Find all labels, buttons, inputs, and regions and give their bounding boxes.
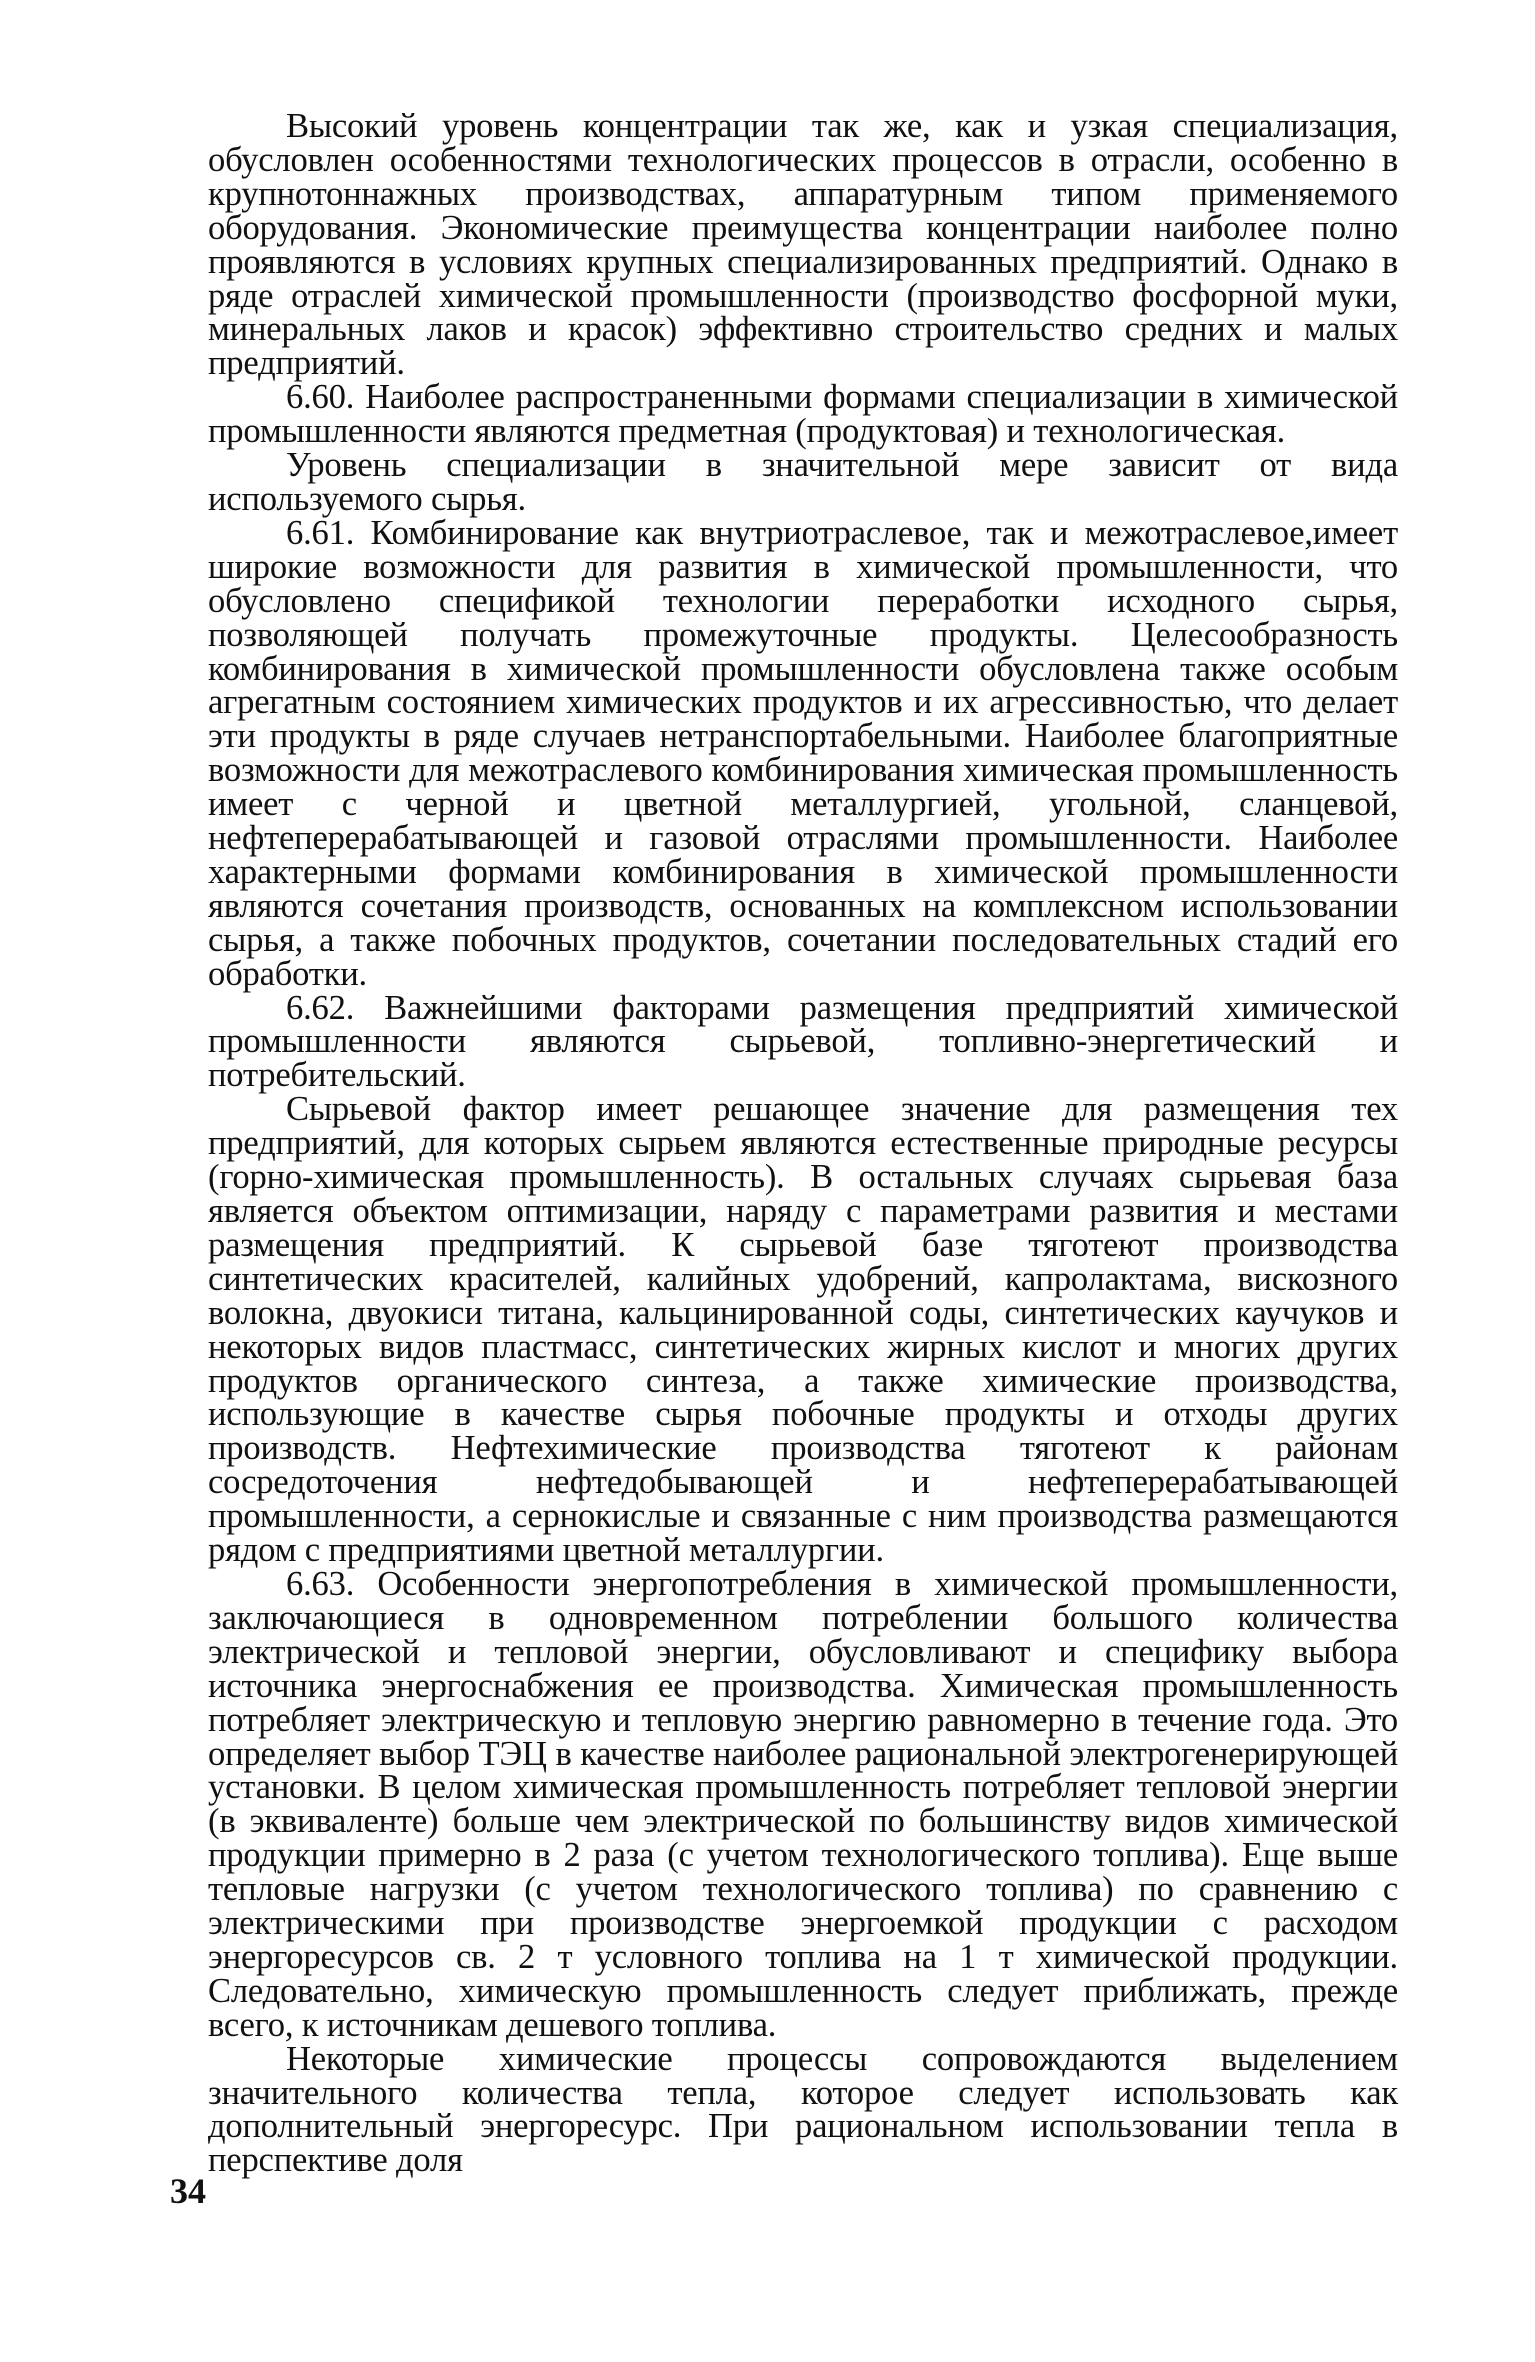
paragraph-6-61: 6.61. Комбинирование как внутриотраслевое, так и межотраслевое,имеет широкие возможности для развития в химической промышленности, что обусловлено спецификой технологии переработки исходного сырья, позволяющей получать промежуточные продукты. Целесообразность комбинирования в химической промышленности обусловлена также особым агрегатным состоянием химических продуктов и их агрессивностью, что делает эти продукты в ряде случаев нетранспортабельными. Наиболее благоприятные возможности для межотраслевого комбинирования химическая промышленность имеет с черной и цветной металлургией, угольной, сланцевой, нефтеперерабатывающей и газовой отраслями промышленности. Наиболее характерными формами комбинирования в химической промышленности являются сочетания производств, основанных на комплексном использовании сырья, а также побочных продуктов, сочетании последовательных стадий его обработки. [208, 513, 1398, 993]
paragraph-raw-material-factor: Сырьевой фактор имеет решающее значение для размещения тех предприятий, для которых сырьем являются естественные природные ресурсы (горно-химическая промышленность). В остальных случаях сырьевая база является объектом оптимизации, наряду с параметрами развития и местами размещения предприятий. К сырьевой базе тяготеют производства синтетических красителей, калийных удобрений, капролактама, вискозного волокна, двуокиси титана, кальцинированной соды, синтетических каучуков и некоторых видов пластмасс, синтетических жирных кислот и многих других продуктов органического синтеза, а также химические производства, использующие в качестве сырья побочные продукты и отходы других производств. Нефтехимические производства тяготеют к районам сосредоточения нефтедобывающей и нефтеперерабатывающей промышленности, а сернокислые и связанные с ним производства размещаются рядом с предприятиями цветной металлургии. [208, 1090, 1398, 1570]
paragraph-specialization-level: Уровень специализации в значительной мере зависит от вида используемого сырья. [208, 446, 1398, 518]
paragraph-heat-release: Некоторые химические процессы сопровождаются выделением значительного количества тепла, которое следует использовать как дополнительный энергоресурс. При рациональном использовании тепла в перспективе доля [208, 2039, 1398, 2180]
paragraph-6-60: 6.60. Наиболее распространенными формами специализации в химической промышленности являются предметная (продуктовая) и технологическая. [208, 378, 1398, 451]
paragraph-6-63: 6.63. Особенности энергопотребления в химической промышленности, заключающиеся в одновременном потреблении большого количества электрической и тепловой энергии, обусловливают и специфику выбора источника энергоснабжения ее производства. Химическая промышленность потребляет электрическую и тепловую энергию равномерно в течение года. Это определяет выбор ТЭЦ в качестве наиболее рациональной электрогенерирующей установки. В целом химическая промышленность потребляет тепловой энергии (в эквиваленте) больше чем электрической по большинству видов химической продукции примерно в 2 раза (с учетом технологического топлива). Еще выше тепловые нагрузки (с учетом технологического топлива) по сравнению с электрическими при производстве энергоемкой продукции с расходом энергоресурсов св. 2 т условного топлива на 1 т химической продукции. Следовательно, химическую промышленность следует приближать, прежде всего, к источникам дешевого топлива. [208, 1564, 1398, 2044]
paragraph-6-62: 6.62. Важнейшими факторами размещения предприятий химической промышленности являются сырьевой, топливно-энергетический и потребительский. [208, 988, 1398, 1095]
page-number: 34 [170, 2171, 206, 2211]
paragraph-concentration: Высокий уровень концентрации так же, как и узкая специализация, обусловлен особенностями технологических процессов в отрасли, особенно в крупнотоннажных производствах, аппаратурным типом применяемого оборудования. Экономические преимущества концентрации наиболее полно проявляются в условиях крупных специализированных предприятий. Однако в ряде отраслей химической промышленности (производство фосфорной муки, минеральных лаков и красок) эффективно строительство средних и малых предприятий. [208, 107, 1398, 383]
page-text-block [208, 107, 1398, 2180]
